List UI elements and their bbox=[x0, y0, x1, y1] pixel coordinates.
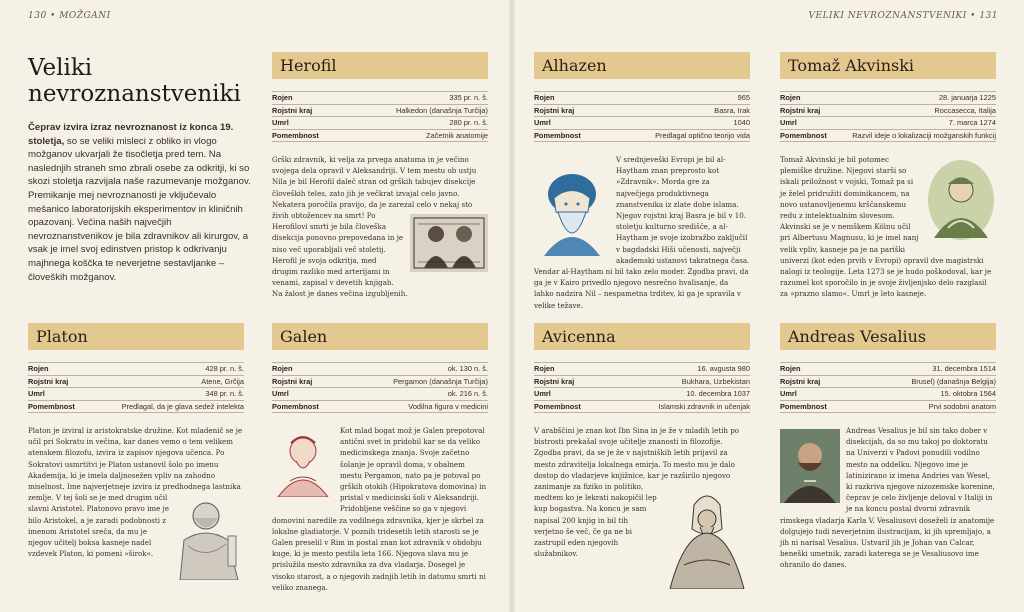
fact-value: Prvi sodobni anatom bbox=[842, 400, 996, 413]
fact-value: Bukhara, Uzbekistan bbox=[596, 375, 750, 388]
portrait-illustration bbox=[780, 429, 840, 506]
bio-paragraph: Platon je izviral iz aristokratske družine. Kot mladenič se je učil pri Sokratu in večina, kar danes vemo o tem velikem atenskem filozofu, izvira iz zapisov njegova učenca. Po Sokratovi usmrtitvi je Platon ustanovil šolo po imenu Akademija, ki je imela daljnosežen vpliv na zahodno miselnost. Ime najverjetneje izvira iz predhodnega lastnika zemlje. V bbox=[28, 426, 243, 503]
fact-row bbox=[272, 117, 488, 130]
intro-text bbox=[28, 121, 256, 284]
fact-label: Rojen bbox=[780, 363, 842, 376]
page-title-line2: nevroznanstveniki bbox=[28, 81, 241, 107]
fact-row bbox=[534, 363, 750, 376]
fact-value: Razvil ideje o lokalizaciji možganskih funkcij bbox=[842, 129, 996, 142]
fact-row bbox=[780, 363, 996, 376]
fact-label: Umrl bbox=[272, 117, 334, 130]
fact-value: 335 pr. n. š. bbox=[334, 92, 488, 105]
intro-lead: Čeprav izvira izraz nevroznanost iz konca 19. stoletja, bbox=[28, 122, 234, 147]
intro-body: so se veliki misleci z obliko in vlogo možganov ukvarjali že tisočletja pred tem. Na naslednjih straneh smo zbrali osebe za odkritji, ki so skozi stoletja razvijala naše razumevanje možganov. Premikanje mej nevroznanosti je vključevalo mešanico laboratorijskih eksperimentov in kliničnih opazovanj. Večina naših največjih nevroznanstvenikov je bila zdravnikov ali kirurgov, a vsak je imel svoj edinstven pristop k odkrivanju majhnega koščka te neverjetne sestavljanke – človeških možganov. bbox=[28, 135, 251, 283]
fact-label: Umrl bbox=[28, 388, 90, 401]
fact-label: Rojen bbox=[534, 92, 596, 105]
bio-card bbox=[28, 323, 244, 587]
page-title-line1: Veliki bbox=[28, 55, 93, 81]
bio-name: Andreas Vesalius bbox=[780, 323, 996, 350]
fact-row bbox=[780, 129, 996, 142]
portrait-illustration bbox=[664, 485, 750, 592]
fact-row bbox=[28, 375, 244, 388]
fact-label: Umrl bbox=[534, 388, 596, 401]
bio-card bbox=[272, 52, 488, 300]
fact-value: 280 pr. n. š. bbox=[334, 117, 488, 130]
bio-facts-table bbox=[272, 362, 488, 413]
fact-label: Pomembnost bbox=[534, 129, 596, 142]
bio-text bbox=[534, 425, 750, 559]
fact-label: Rojstni kraj bbox=[272, 375, 334, 388]
fact-value: 7. marca 1274 bbox=[842, 117, 996, 130]
bio-name: Platon bbox=[28, 323, 244, 350]
fact-row bbox=[780, 375, 996, 388]
fact-value: Brusel) (današnja Belgija) bbox=[842, 375, 996, 388]
fact-label: Rojstni kraj bbox=[534, 104, 596, 117]
fact-value: 348 pr. n. š. bbox=[90, 388, 244, 401]
fact-row bbox=[28, 388, 244, 401]
bio-name: Alhazen bbox=[534, 52, 750, 79]
fact-label: Rojen bbox=[28, 363, 90, 376]
intro bbox=[28, 55, 256, 284]
fact-label: Pomembnost bbox=[272, 129, 334, 142]
bio-paragraph: V srednjeveški Evropi je bil al-Haytham znan preprosto kot »Zdravnik«. Morda gre za največjega produktivnega znanstvenika iz zlate dobe islama. Njegov rojstni kraj Basra je bil v 10. stoletju kulturno središče, a al-Haytham je svoje izobražbo zaključil v bagdadski Hiši učenosti, največji akademski ustanovi takratnega časa. Vendar al-Haytham ni bil tako zelo moder. Zgodba pravi, da ga je v Kairo privedlo njegovo nesrečno hvalisanje, da lahko nadzira Nil – nespametna trditev, ki ga je spravila v velike težave. bbox=[534, 155, 750, 310]
fact-row bbox=[272, 375, 488, 388]
bio-facts-table bbox=[534, 91, 750, 142]
fact-label: Rojstni kraj bbox=[780, 104, 842, 117]
fact-label: Umrl bbox=[272, 388, 334, 401]
fact-label: Pomembnost bbox=[780, 400, 842, 413]
bio-text bbox=[780, 154, 996, 300]
fact-row bbox=[272, 388, 488, 401]
bio-facts-table bbox=[780, 362, 996, 413]
bio-text bbox=[272, 154, 488, 300]
fact-label: Umrl bbox=[780, 117, 842, 130]
bio-paragraph: Andreas Vesalius je bil sin tako dober v disekcijah, da so mu takoj po doktoratu na Univerzi v Padovi ponudili vodilno mesto na oddelku. Njegovo ime je latinizirano iz imena Andries van Wesel, ki razkriva njegove nizozemske korenine, čeprav je celo življenje deloval v Italiji in je na koncu postal dvorni zdravnik rimskega vladarja Karla V. Vesaliusovi doseželi iz anatomije dolgujejo tudi neverjetnim ilustracijam, ki jih spremljajo, a jih ni narisal Vesalius. Ustvaril jih je Johan van Calcar, beneški umetnik, zaradi katerega se je Vesaliusovo ime ohranilo do danes. bbox=[780, 426, 995, 570]
fact-row bbox=[534, 117, 750, 130]
bio-card bbox=[272, 323, 488, 593]
fact-value: Začetnik anatomije bbox=[334, 129, 488, 142]
portrait-illustration bbox=[534, 158, 610, 259]
fact-value: ok. 216 n. š. bbox=[334, 388, 488, 401]
fact-row bbox=[272, 400, 488, 413]
bio-paragraph: Herofilovi smrti je bila človeška disekcija ponovno prepovedana in je niso več uporabljali več stoletij. Herofil je svoja odkritja, med drugim razliko med arterijami in venami, zapisal v devetih knjigah. Na žalost je danes večina izgubljenih. bbox=[272, 222, 408, 299]
bio-paragraph: tej šoli se je med drugim učil slavni Aristotel. Platonovo pravo ime je bilo Aristokel, a je zaradi podobnosti z imenom Aristotel sreča, da mu je njegov učitelj boksa kasneje nadel vzdevek Platon, ki pomeni »širok«. bbox=[28, 493, 169, 559]
fact-value: 1040 bbox=[596, 117, 750, 130]
bio-card bbox=[534, 323, 750, 596]
fact-value: Predlagal optično teorijo vida bbox=[596, 129, 750, 142]
fact-label: Pomembnost bbox=[272, 400, 334, 413]
fact-label: Rojen bbox=[272, 363, 334, 376]
bio-paragraph: Kot mlad bogat mož je Galen prepotoval antični svet in pridobil kar se da veliko medicinskega znanja. Svoje začetno šolanje je opravil doma, v obalnem mestu Pergamon, nato pa je potoval po grških otokih (Hipokratova domovina) in pristal v medicinski šoli v Aleksandriji. Pridobljene veščine so ga v njegovi domovini naredile za vodilnega zdravnika, kjer je skrbel za lokalne gladiatorje. V poznih tridesetih letih starosti se je Galen preselil v Rim in postal znan kot zdravnik v obdobju kuge, ki je mesto pestila leta 166. Njegova slava mu je prislužila mesto zdravnika za dva vladarja. Dosegel je visoko starost, a o njegovih zadnjih letih in datumu smrti ni veliko znanega. bbox=[272, 426, 487, 592]
fact-label: Pomembnost bbox=[28, 400, 90, 413]
bio-card bbox=[780, 52, 996, 300]
fact-label: Umrl bbox=[780, 388, 842, 401]
fact-value: Islamski zdravnik in učenjak bbox=[596, 400, 750, 413]
bio-text bbox=[780, 425, 996, 571]
page-title bbox=[28, 55, 256, 107]
fact-row bbox=[780, 117, 996, 130]
bio-facts-table bbox=[534, 362, 750, 413]
bio-name: Herofil bbox=[272, 52, 488, 79]
fact-row bbox=[28, 363, 244, 376]
bio-name: Galen bbox=[272, 323, 488, 350]
fact-label: Rojen bbox=[272, 92, 334, 105]
fact-label: Rojen bbox=[780, 92, 842, 105]
fact-label: Rojstni kraj bbox=[534, 375, 596, 388]
fact-row bbox=[780, 104, 996, 117]
fact-row bbox=[534, 375, 750, 388]
fact-value: 15. oktobra 1564 bbox=[842, 388, 996, 401]
fact-value: ok. 130 n. š. bbox=[334, 363, 488, 376]
bio-card bbox=[780, 323, 996, 571]
portrait-illustration bbox=[410, 214, 488, 275]
fact-value: 428 pr. n. š. bbox=[90, 363, 244, 376]
fact-label: Pomembnost bbox=[534, 400, 596, 413]
bio-card bbox=[534, 52, 750, 311]
fact-label: Rojen bbox=[534, 363, 596, 376]
bio-paragraph: zanimanje za fiziko in politiko, medtem ko je lekrati nakopičil lep kup bogastva. Na koncu je sam napisal 200 knjig in bil tih verjetno še več, če ga ne bi zastrupil eden njegovih služabnikov. bbox=[534, 482, 657, 559]
bio-paragraph: Tomaž Akvinski je bil potomec plemiške družine. Njegovi starši so iskali priložnost v vojski, Tomaž pa si je želel pridružiti dominikancem, na novo ustanovljenemu krščanskemu redu z intelektualnim slovesom. Akvinski se je v nemškem Kölnu učil pri Albertusu Magnusu, ki je imel nanj velik vpliv, kasneje pa je na pariški univerzi (kot eden prvih v Evropi) opravil dve magistrski nalogi iz teologije. Leta 1273 se je hudo poškodoval, kar je razumel kot sporočilo in je svoje življenjsko delo razglasil za »prazno slamo«. Umrl je leto kasneje. bbox=[780, 155, 992, 299]
fact-row bbox=[534, 388, 750, 401]
portrait-illustration bbox=[176, 496, 244, 583]
fact-value: Pergamon (današnja Turčija) bbox=[334, 375, 488, 388]
fact-row bbox=[272, 92, 488, 105]
bio-text bbox=[534, 154, 750, 311]
fact-row bbox=[272, 104, 488, 117]
fact-row bbox=[534, 92, 750, 105]
bio-facts-table bbox=[272, 91, 488, 142]
fact-value: Basra, Irak bbox=[596, 104, 750, 117]
fact-label: Rojstni kraj bbox=[272, 104, 334, 117]
fact-row bbox=[534, 104, 750, 117]
bio-name: Avicenna bbox=[534, 323, 750, 350]
fact-value: Predlagal, da je glava sedež intelekta bbox=[90, 400, 244, 413]
fact-value: Vodilna figura v medicini bbox=[334, 400, 488, 413]
fact-row bbox=[534, 400, 750, 413]
fact-row bbox=[780, 92, 996, 105]
fact-value: 28. januarja 1225 bbox=[842, 92, 996, 105]
fact-row bbox=[534, 129, 750, 142]
fact-value: Roccasecca, Italija bbox=[842, 104, 996, 117]
fact-row bbox=[780, 388, 996, 401]
bio-text bbox=[272, 425, 488, 593]
fact-row bbox=[780, 400, 996, 413]
fact-value: 16. avgusta 980 bbox=[596, 363, 750, 376]
portrait-illustration bbox=[926, 158, 996, 245]
bio-paragraph: V arabščini je znan kot Ibn Sina in je že v mladih letih po bistrosti prekašal svoje učitelje znanosti in filozofije. Zgodba pravi, da se je že v najstniških letih prijavil za mesto zdravitelja lokalnega emirja. To mesto mu je dalo dostop do vladarjeve knjižnice, kar je razširilo njegovo bbox=[534, 426, 740, 480]
bio-facts-table bbox=[28, 362, 244, 413]
fact-label: Umrl bbox=[534, 117, 596, 130]
bio-facts-table bbox=[780, 91, 996, 142]
fact-value: Halkedon (današnja Turčija) bbox=[334, 104, 488, 117]
fact-label: Rojstni kraj bbox=[780, 375, 842, 388]
fact-value: Atene, Grčija bbox=[90, 375, 244, 388]
portrait-illustration bbox=[272, 429, 334, 500]
running-header-right: VELIKI NEVROZNANSTVENIKI • 131 bbox=[808, 11, 998, 21]
bio-paragraph: Grški zdravnik, ki velja za prvega anatoma in je večino svojega dela opravil v Aleksandriji. V tem mestu ob ustju Nila je bil Herofil daleč stran od grških tabujev disekcije človeških teles, zato jih je večkrat izvajal celo javno. Nekatera poročila pravijo, da je zarezal celo v nekaj sto živih obtožencev na smrt! Po bbox=[272, 155, 477, 221]
fact-row bbox=[28, 400, 244, 413]
fact-row bbox=[272, 363, 488, 376]
fact-label: Pomembnost bbox=[780, 129, 842, 142]
bio-name: Tomaž Akvinski bbox=[780, 52, 996, 79]
page-gutter bbox=[509, 0, 515, 612]
fact-row bbox=[272, 129, 488, 142]
running-header-left: 130 • MOŽGANI bbox=[28, 11, 111, 21]
fact-value: 965 bbox=[596, 92, 750, 105]
fact-value: 10. decembra 1037 bbox=[596, 388, 750, 401]
fact-label: Rojstni kraj bbox=[28, 375, 90, 388]
fact-value: 31. decembra 1514 bbox=[842, 363, 996, 376]
bio-text bbox=[28, 425, 244, 559]
